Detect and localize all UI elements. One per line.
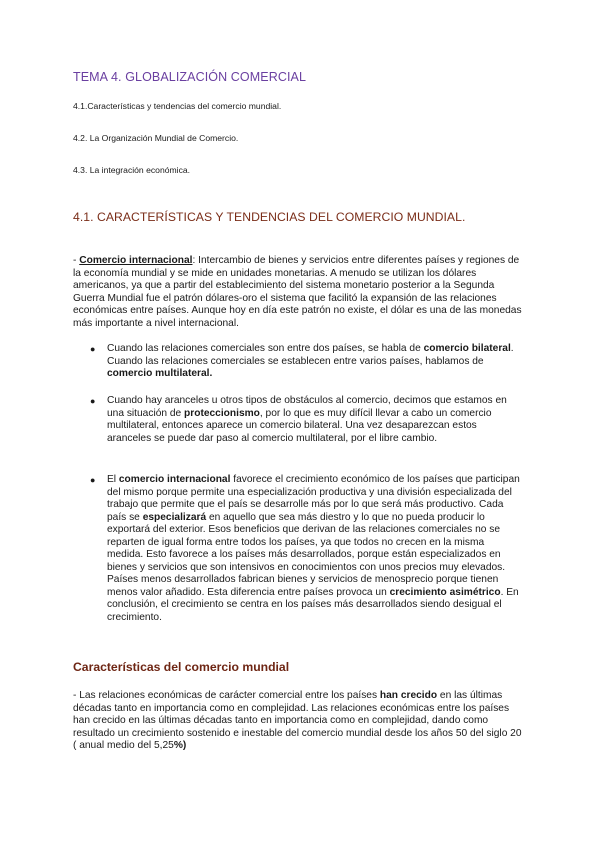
toc-item-4-2: 4.2. La Organización Mundial de Comercio.: [73, 133, 239, 143]
bullet-text: El: [107, 474, 119, 485]
bullet-icon: ●: [90, 396, 96, 406]
bullet-text: . En conclusión, el crecimiento se centra en los países más desarrollados siendo desigual el crecimiento.: [107, 586, 519, 623]
subheading: Características del comercio mundial: [73, 660, 290, 674]
bullet-keyword: comercio bilateral: [423, 343, 511, 354]
intro-prefix: -: [73, 255, 80, 266]
bullet-list-1: [90, 343, 520, 381]
closing-text: - Las relaciones económicas de carácter comercial entre los países: [73, 690, 380, 701]
intro-text: : Intercambio de bienes y servicios entre diferentes países y regiones de la economía mundial y se mide en unidades monetarias. A menudo se utilizan los dólares americanos, ya que a partir del establecimiento del sistema monetario posterior a la Segunda Guerra Mundial fue el patrón dólares-oro el sistema que facilitó la expansión de las relaciones económicas entre países. Aunque hoy en día este patrón no existe, el dólar es una de las monedas más importante a nivel internacional.: [73, 255, 522, 329]
bullet-text: favorece el crecimiento económico de los países que participan del mismo porque permite una especialización productiva y una división especializada del trabajo que permite que el país se desarrolle más por lo que será más productivo. Cada país se: [107, 474, 520, 523]
bullet-text: Cuando las relaciones comerciales son entre dos países, se habla de: [107, 343, 424, 354]
intro-paragraph: [73, 255, 523, 331]
toc-item-4-1: 4.1.Características y tendencias del comercio mundial.: [73, 101, 282, 111]
bullet-keyword: comercio internacional: [118, 474, 231, 485]
toc-item-4-3: 4.3. La integración económica.: [73, 165, 191, 175]
section-heading: 4.1. CARACTERÍSTICAS Y TENDENCIAS DEL COMERCIO MUNDIAL.: [73, 210, 466, 224]
bullet-keyword: comercio multilateral.: [107, 368, 213, 379]
intro-term: Comercio internacional: [79, 255, 193, 266]
bullet-keyword: especializará: [142, 511, 207, 523]
closing-paragraph: [73, 690, 523, 753]
bullet-text: . Cuando las relaciones comerciales se establecen entre varios países, hablamos de: [107, 343, 514, 367]
document-title: TEMA 4. GLOBALIZACIÓN COMERCIAL: [73, 70, 307, 84]
list-item: [90, 395, 520, 445]
list-item: [90, 474, 520, 624]
bullet-list-3: [90, 474, 520, 624]
bullet-text: en aquello que sea más diestro y lo que no pueda producir lo exportará del exterior. Esos beneficios que derivan de las relaciones comerciales no se reparten de igual forma entre todos los países, ya que todos no crecen en la misma medida. Esto favorece a los países más desarrollados, porque están especializados en bienes y servicios que son intensivos en conocimientos con unos precios muy elevados. Países menos desarrollados fabrican bienes y servicios de menosprecio porque tienen menos valor añadido. Esta diferencia entre países provoca un: [107, 511, 506, 598]
bullet-keyword: crecimiento asimétrico: [389, 586, 501, 598]
closing-keyword: han crecido: [379, 690, 438, 701]
list-item: [90, 343, 520, 381]
bullet-icon: ●: [90, 344, 96, 354]
bullet-icon: ●: [90, 475, 96, 485]
closing-text: en las últimas décadas tanto en importancia como en complejidad. Las relaciones económicas entre los países han crecido en las últimas décadas tanto en importancia como en complejidad, dando como resultado un crecimiento sostenido e inestable del comercio mundial desde los años 50 del siglo 20 ( anual medio del 5,25: [73, 690, 522, 752]
bullet-text: Cuando hay aranceles u otros tipos de obstáculos al comercio, decimos que estamos en una situación de: [107, 395, 507, 419]
closing-keyword: %): [173, 740, 187, 752]
bullet-text: , por lo que es muy difícil llevar a cabo un comercio multilateral, entonces aparece un comercio bilateral. Una vez desaparezcan estos aranceles se puede dar paso al comercio multilateral, por el libre cambio.: [107, 407, 492, 444]
bullet-list-2: [90, 395, 520, 445]
bullet-keyword: proteccionismo: [184, 407, 260, 419]
